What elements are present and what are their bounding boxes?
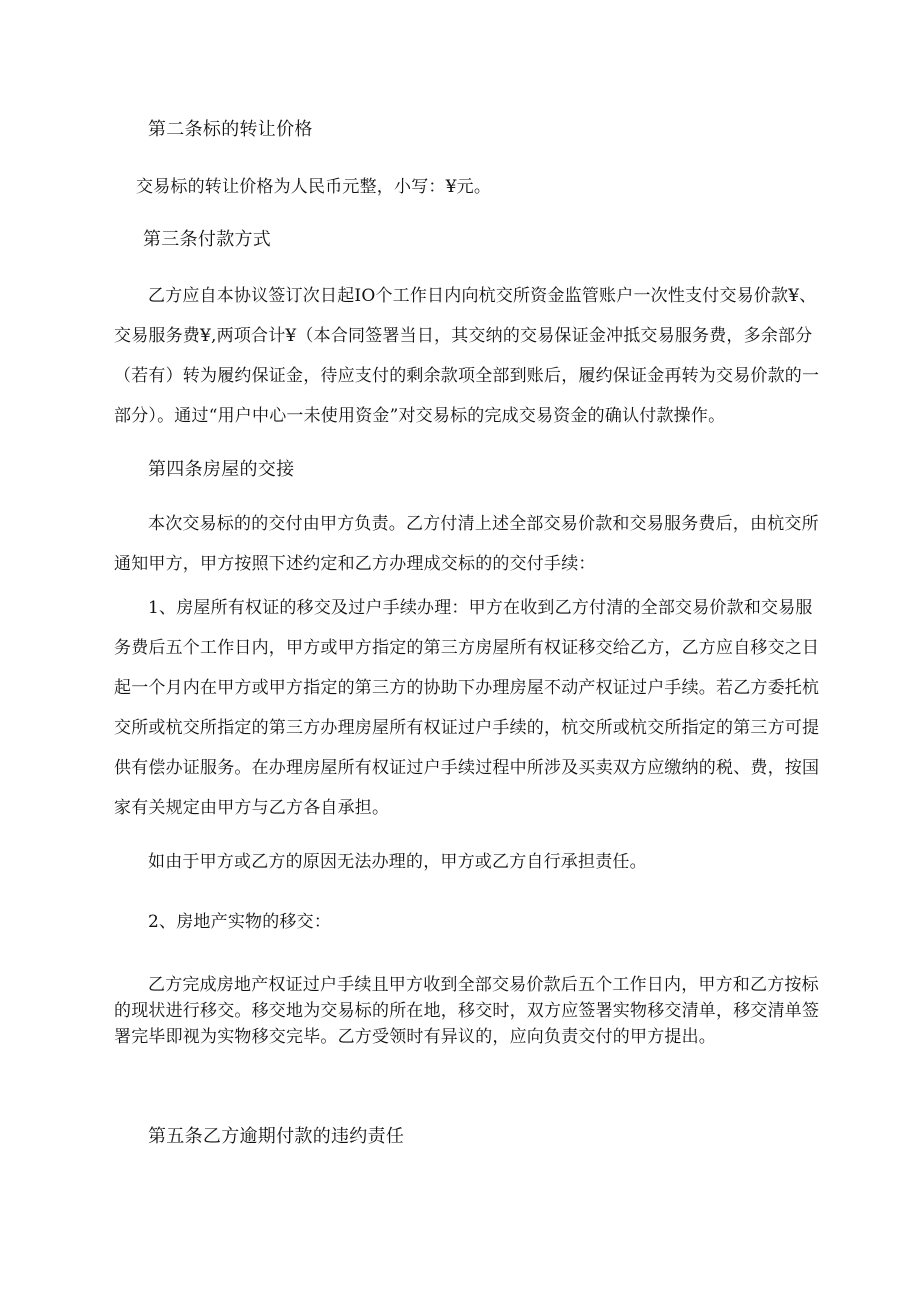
item-1-line: 务费后五个工作日内，甲方或甲方指定的第三方房屋所有权证移交给乙方，乙方应自移交之日 — [114, 638, 820, 658]
item-2-line: 乙方完成房地产权证过户手续且甲方收到全部交易价款后五个工作日内，甲方和乙方按标 — [148, 975, 819, 995]
section-3-line: 交易服务费¥,两项合计¥（本合同签署当日，其交纳的交易保证金冲抵交易服务费，多余部分 — [114, 326, 813, 346]
section-4-intro-line: 通知甲方，甲方按照下述约定和乙方办理成交标的的交付手续： — [114, 554, 596, 574]
item-2-line: 的现状进行移交。移交地为交易标的所在地，移交时，双方应签署实物移交清单，移交清单签 — [114, 1001, 820, 1021]
section-3-line: 乙方应自本协议签订次日起IO个工作日内向杭交所资金监管账户一次性支付交易价款¥、 — [148, 286, 817, 306]
item-1-line: 起一个月内在甲方或甲方指定的第三方的协助下办理房屋不动产权证过户手续。若乙方委托杭 — [114, 678, 820, 698]
section-4-intro-line: 本次交易标的的交付由甲方负责。乙方付清上述全部交易价款和交易服务费后，由杭交所 — [148, 514, 819, 534]
item-1-line: 1、房屋所有权证的移交及过户手续办理：甲方在收到乙方付清的全部交易价款和交易服 — [148, 598, 813, 618]
item-1-line: 供有偿办证服务。在办理房屋所有权证过户手续过程中所涉及买卖双方应缴纳的税、费，按国 — [114, 758, 820, 778]
section-3-line: 部分）。通过“用户中心一未使用资金”对交易标的完成交易资金的确认付款操作。 — [114, 406, 726, 426]
section-4-heading: 第四条房屋的交接 — [148, 459, 295, 480]
item-2-line: 署完毕即视为实物移交完毕。乙方受领时有异议的，应向负责交付的甲方提出。 — [114, 1027, 716, 1047]
item-1-note: 如由于甲方或乙方的原因无法办理的，甲方或乙方自行承担责任。 — [148, 852, 647, 872]
section-2-heading: 第二条标的转让价格 — [148, 119, 313, 140]
item-1-line: 交所或杭交所指定的第三方办理房屋所有权证过户手续的，杭交所或杭交所指定的第三方可提 — [114, 718, 820, 738]
section-2-text: 交易标的转让价格为人民币元整，小写：¥元。 — [136, 177, 492, 197]
section-3-heading: 第三条付款方式 — [143, 229, 272, 250]
section-3-line: （若有）转为履约保证金，待应支付的剩余款项全部到账后，履约保证金再转为交易价款的一 — [114, 366, 820, 386]
section-5-heading: 第五条乙方逾期付款的违约责任 — [148, 1126, 405, 1147]
item-2-heading: 2、房地产实物的移交： — [148, 912, 332, 932]
item-1-line: 家有关规定由甲方与乙方各自承担。 — [114, 798, 390, 818]
